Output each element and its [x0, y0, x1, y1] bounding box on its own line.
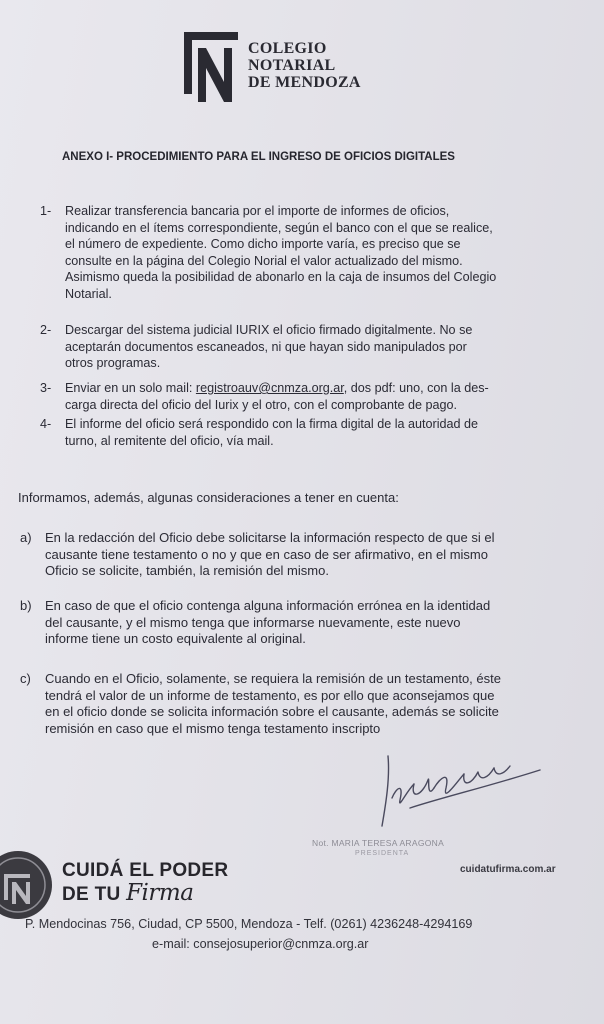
text-line: Asimismo queda la posibilidad de abonarlo en la caja de insumos del Colegio — [65, 270, 497, 284]
step-text — [65, 203, 518, 302]
consideration-text — [45, 598, 530, 648]
text-line — [65, 380, 518, 397]
logo-text — [248, 40, 361, 91]
text-line: Notarial. — [65, 286, 112, 301]
text-line: Descargar del sistema judicial IURIX el oficio firmado digitalmente. No se — [65, 323, 473, 337]
campaign-line-2-prefix: DE TU — [62, 884, 127, 905]
step-number: 1- — [40, 204, 52, 218]
registro-email-link[interactable]: registroauv@cnmza.org.ar — [195, 381, 344, 395]
text-line: carga directa del oficio del Iurix y el otro, con el comprobante de pago. — [65, 397, 458, 412]
intro-text: Informamos, además, algunas consideraciones a tener en cuenta: — [18, 490, 399, 505]
text-line: El informe del oficio será respondido con la firma digital de la autoridad de — [65, 417, 479, 431]
page-title: ANEXO I- PROCEDIMIENTO PARA EL INGRESO DE OFICIOS DIGITALES — [62, 151, 455, 163]
text-line: indicando en el ítems correspondiente, según el banco con el que se realice, — [65, 220, 493, 235]
campaign-website-link[interactable]: cuidatufirma.com.ar — [460, 864, 556, 875]
text-line: aceptarán documentos escaneados, ni que hayan sido manipulados por — [65, 339, 467, 354]
consideration-letter: c) — [20, 671, 31, 686]
cn-monogram-icon — [182, 30, 240, 104]
text-line: Oficio se solicite, también, la remisión del mismo. — [45, 563, 329, 578]
step-text — [65, 322, 518, 372]
step-number: 4- — [40, 417, 52, 431]
cn-seal-icon — [0, 850, 54, 920]
consideration-letter: b) — [20, 598, 32, 613]
campaign-line-1: CUIDÁ EL PODER — [62, 860, 229, 881]
step-number: 3- — [40, 381, 52, 395]
consideration-letter: a) — [20, 530, 32, 545]
text-line: del causante, y el mismo tenga que informarse nuevamente, este nuevo — [45, 614, 461, 630]
logo-line-3: DE MENDOZA — [248, 74, 361, 91]
text-line: causante tiene testamento o no y que en caso de ser afirmativo, en el mismo — [45, 546, 488, 562]
step-text — [65, 380, 518, 413]
logo-line-2: NOTARIAL — [248, 57, 336, 74]
footer-email[interactable]: e-mail: consejosuperior@cnmza.org.ar — [152, 937, 369, 951]
text-line: Cuando en el Oficio, solamente, se requiera la remisión de un testamento, éste — [45, 671, 501, 686]
campaign-line-2 — [62, 882, 228, 906]
consideration-text — [45, 530, 530, 580]
text-line: remisión en caso que el mismo tenga testamento inscripto — [45, 720, 381, 736]
signatory-role: PRESIDENTA — [355, 850, 410, 857]
step-text — [65, 416, 518, 449]
text-line: tendrá el valor de un informe de testamento, es por ello que aconsejamos que — [45, 687, 495, 703]
signatory-name: Not. MARIA TERESA ARAGONA — [312, 838, 445, 848]
text-line: informe tiene un costo equivalente al original. — [45, 631, 306, 646]
campaign-firma-script: Firma — [126, 880, 194, 906]
step-number: 2- — [40, 323, 52, 337]
step-text-prefix: Enviar en un solo mail: — [65, 381, 196, 395]
text-line: otros programas. — [65, 356, 161, 370]
campaign-slogan — [62, 860, 228, 906]
text-line: turno, al remitente del oficio, vía mail. — [65, 433, 274, 448]
handwritten-signature — [370, 748, 550, 838]
text-line: consulte en la página del Colegio Norial el valor actualizado del mismo. — [65, 253, 463, 268]
step-text-suffix: , dos pdf: uno, con la des- — [343, 381, 489, 395]
consideration-text — [45, 671, 530, 737]
logo — [182, 30, 382, 110]
logo-line-1: COLEGIO — [248, 40, 327, 57]
text-line: el número de expediente. Como dicho importe varía, es preciso que se — [65, 237, 461, 251]
text-line: Realizar transferencia bancaria por el importe de informes de oficios, — [65, 204, 450, 218]
footer-address: P. Mendocinas 756, Ciudad, CP 5500, Mendoza - Telf. (0261) 4236248-4294169 — [25, 917, 473, 931]
text-line: En la redacción del Oficio debe solicitarse la información respecto de que si el — [45, 530, 495, 545]
text-line: en el oficio donde se solicita información sobre el causante, además se solicite — [45, 704, 499, 719]
text-line: En caso de que el oficio contenga alguna información errónea en la identidad — [45, 598, 491, 613]
